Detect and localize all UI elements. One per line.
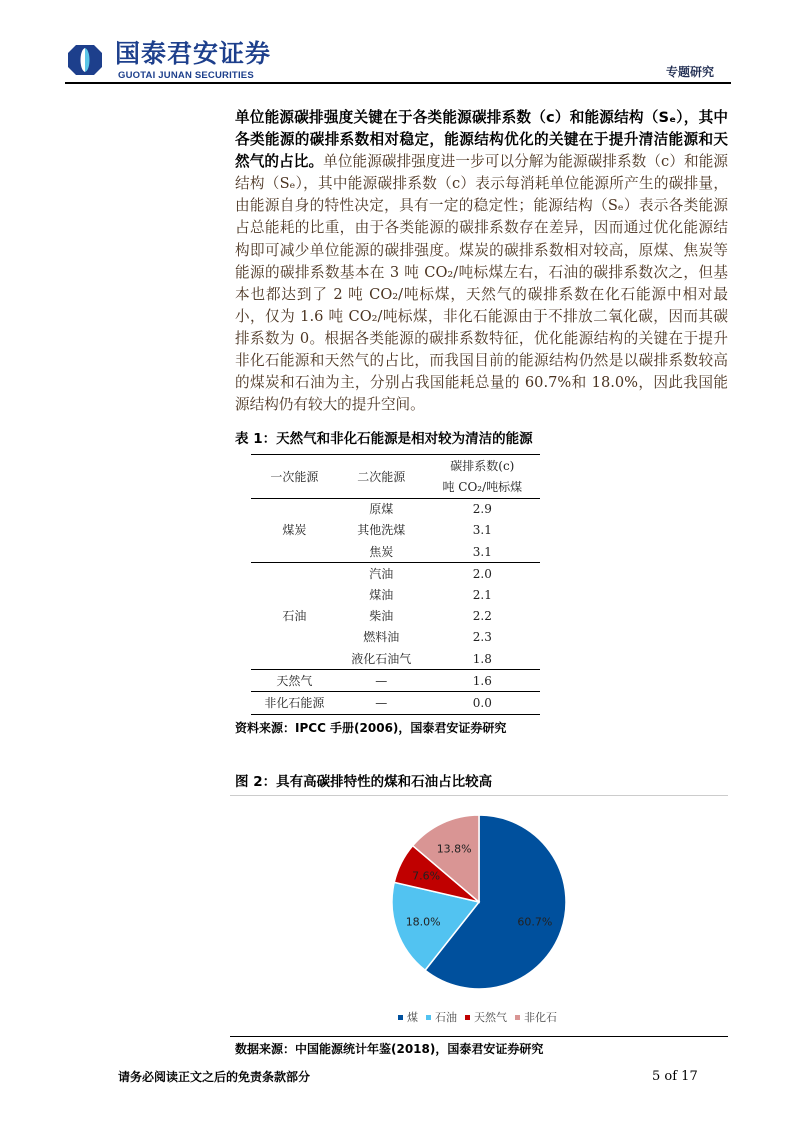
cell: 2.3 <box>472 630 492 645</box>
guotai-junan-logo-icon <box>68 45 102 75</box>
report-type-label: 专题研究 <box>666 65 715 79</box>
group-gas: 天然气 <box>276 673 313 688</box>
cell: 焦炭 <box>369 544 394 559</box>
group-oil: 石油 <box>282 609 307 624</box>
logo-text-en: GUOTAI JUNAN SECURITIES <box>118 70 254 81</box>
cell: 1.8 <box>472 651 492 666</box>
header-secondary: 二次能源 <box>357 469 406 484</box>
paragraph-text: 单位能源碳排强度进一步可以分解为能源碳排系数（c）和能源结构（Sₑ），其中能源碳排系数（c）表示每消耗单位能源所产生的碳排量，由能源自身的特性决定，具有一定的稳定性；能源结构（Sₑ）表示各类能源占总能耗的比重，由于各类能源的碳排系数存在差异，因而通过优化能源结构即可减少单位能源的碳排强度。煤炭的碳排系数相对较高，原煤、焦炭等能源的碳排系数基本在 3 吨 CO₂/吨标煤左右，石油的碳排系数次之，但基本也都达到了 2 吨 CO₂/吨标煤，天然气的碳排系数在化石能源中相对最小，仅为 1.6 吨 CO₂/吨标煤，非化石能源由于不排放二氧化碳，因而其碳排系数为 0。根据各类能源的碳排系数特征，优化能源结构的关键在于提升非化石能源和天然气的占比，而我国目前的能源结构仍然是以碳排系数较高的煤炭和石油为主，分别占我国能耗总量的 60.7%和 18.0%，因此我国能源结构仍有较大的提升空间。 <box>235 153 728 414</box>
legend-item <box>465 1010 507 1026</box>
pie-data-label: 7.6% <box>412 868 441 882</box>
legend-swatch <box>515 1015 520 1020</box>
chart-legend <box>398 1010 728 1026</box>
logo-text-cn: 国泰君安证券 <box>115 39 272 68</box>
cell: 液化石油气 <box>351 651 412 666</box>
carbon-coefficient-table <box>251 454 540 714</box>
legend-swatch <box>426 1015 431 1020</box>
figure-source: 数据来源：中国能源统计年鉴(2018)，国泰君安证券研究 <box>235 1042 544 1057</box>
footer-disclaimer: 请务必阅读正文之后的免责条款部分 <box>118 1070 311 1084</box>
cell: — <box>375 673 388 688</box>
legend-label: 煤 <box>407 1010 418 1024</box>
cell: 原煤 <box>369 502 394 517</box>
table-source: 资料来源：IPCC 手册(2006)，国泰君安证券研究 <box>235 720 507 735</box>
figure-title: 图 2：具有高碳排特性的煤和石油占比较高 <box>235 773 493 790</box>
legend-label: 石油 <box>435 1010 457 1024</box>
figure-top-divider <box>230 795 728 796</box>
cell: 煤油 <box>369 588 394 603</box>
cell: 燃料油 <box>363 630 400 645</box>
legend-label: 非化石 <box>524 1010 557 1024</box>
legend-item <box>515 1010 557 1026</box>
pie-data-label: 13.8% <box>436 841 472 855</box>
main-content <box>235 107 728 1058</box>
cell: 2.2 <box>472 609 492 624</box>
body-paragraph <box>235 107 728 416</box>
cell: 2.9 <box>472 502 492 517</box>
pie-data-label: 18.0% <box>405 915 441 929</box>
table-title: 表 1：天然气和非化石能源是相对较为清洁的能源 <box>235 431 533 448</box>
paragraph-lead: 单位能源碳排强度关键在于各类能源碳排系数（c）和能源结构（Sₑ），其中各类能源的碳排系数相对稳定，能源结构优化的关键在于提升清洁能源和天然气的占比。 <box>235 109 728 171</box>
legend-swatch <box>465 1015 470 1020</box>
chart-area <box>235 804 728 1010</box>
cell: 3.1 <box>472 523 492 538</box>
cell: — <box>375 695 388 710</box>
cell: 0.0 <box>472 695 492 710</box>
legend-item <box>398 1010 418 1026</box>
cell: 3.1 <box>472 544 492 559</box>
cell: 汽油 <box>369 566 394 581</box>
page-number: 5 of 17 <box>652 1069 698 1084</box>
energy-mix-pie-chart <box>380 804 580 1004</box>
header-coef-unit: 吨 CO₂/吨标煤 <box>442 480 523 495</box>
header-primary: 一次能源 <box>270 469 319 484</box>
legend-label: 天然气 <box>474 1010 507 1024</box>
header-coef: 碳排系数(c) <box>450 458 515 473</box>
cell: 2.0 <box>472 566 492 581</box>
cell: 1.6 <box>472 673 492 688</box>
group-nonfossil: 非化石能源 <box>264 695 325 710</box>
cell: 柴油 <box>369 609 394 624</box>
figure-bottom-divider <box>230 1036 728 1038</box>
cell: 2.1 <box>472 588 492 603</box>
group-coal: 煤炭 <box>282 523 307 538</box>
legend-item <box>426 1010 457 1026</box>
cell: 其他洗煤 <box>357 523 406 538</box>
legend-swatch <box>398 1015 403 1020</box>
header-divider <box>65 82 731 84</box>
pie-data-label: 60.7% <box>517 914 553 928</box>
